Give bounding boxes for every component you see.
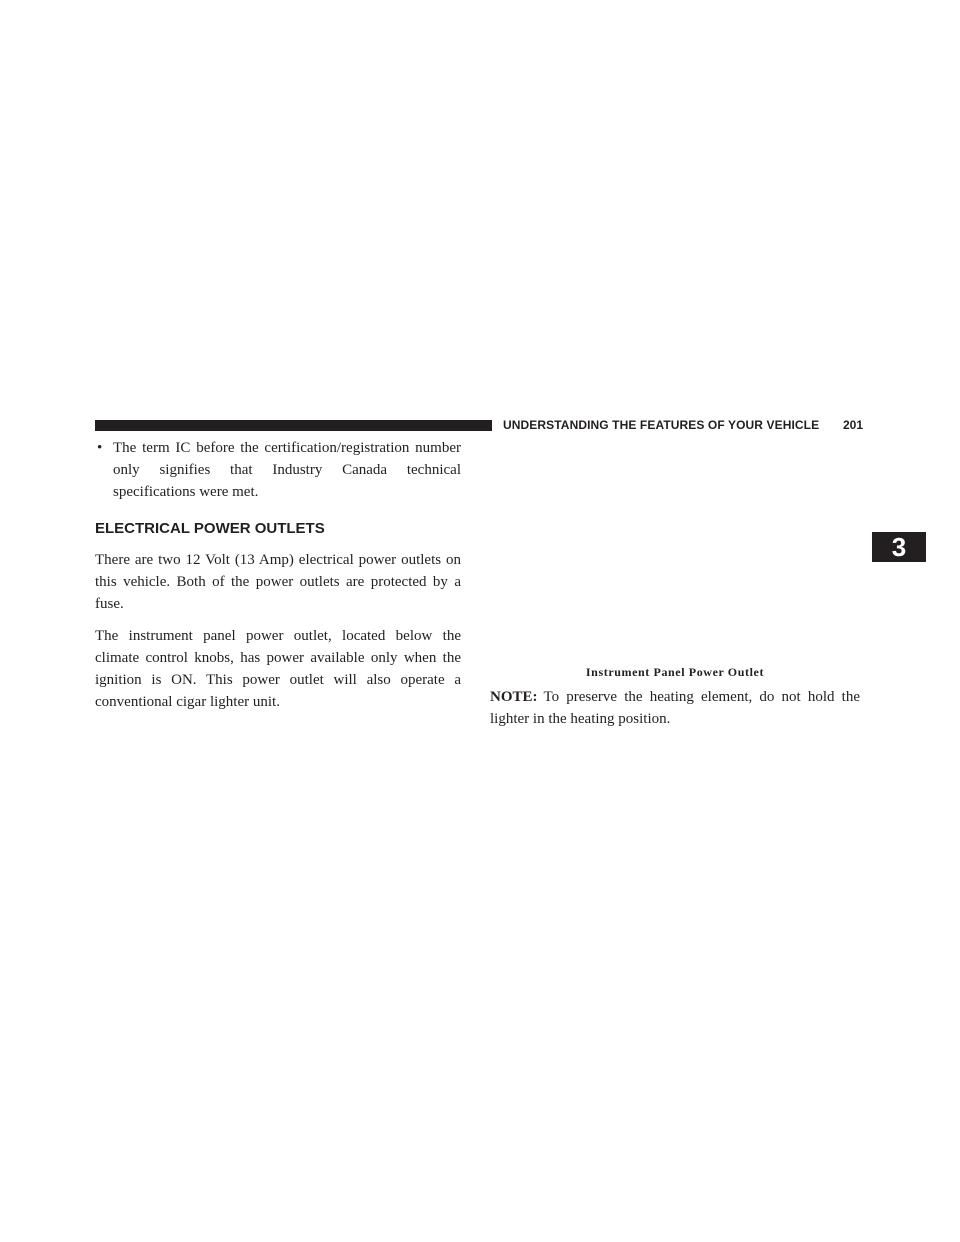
bullet-item — [95, 437, 461, 503]
running-header-title: UNDERSTANDING THE FEATURES OF YOUR VEHICLE — [503, 418, 820, 432]
note-block — [490, 686, 860, 730]
header-bar — [95, 420, 492, 431]
figure-image-area — [490, 437, 860, 663]
bullet-text: The term IC before the certification/registration number only signifies that Industry Canada technical specifications were met. — [113, 440, 461, 500]
left-column — [95, 437, 461, 723]
paragraph-power-outlets: There are two 12 Volt (13 Amp) electrical power outlets on this vehicle. Both of the power outlets are protected by a fuse. — [95, 552, 461, 612]
section-heading: ELECTRICAL POWER OUTLETS — [95, 520, 325, 537]
paragraph-instrument-panel-outlet: The instrument panel power outlet, located below the climate control knobs, has power available only when the ignition is ON. This power outlet will also operate a conventional cigar lighter unit. — [95, 628, 461, 710]
figure-caption: Instrument Panel Power Outlet — [585, 665, 765, 679]
note-text: To preserve the heating element, do not hold the lighter in the heating position. — [490, 689, 860, 727]
chapter-tab: 3 — [872, 532, 926, 562]
page-number: 201 — [843, 418, 864, 432]
bullet-icon: • — [97, 440, 103, 456]
note-label: NOTE: — [490, 689, 538, 705]
